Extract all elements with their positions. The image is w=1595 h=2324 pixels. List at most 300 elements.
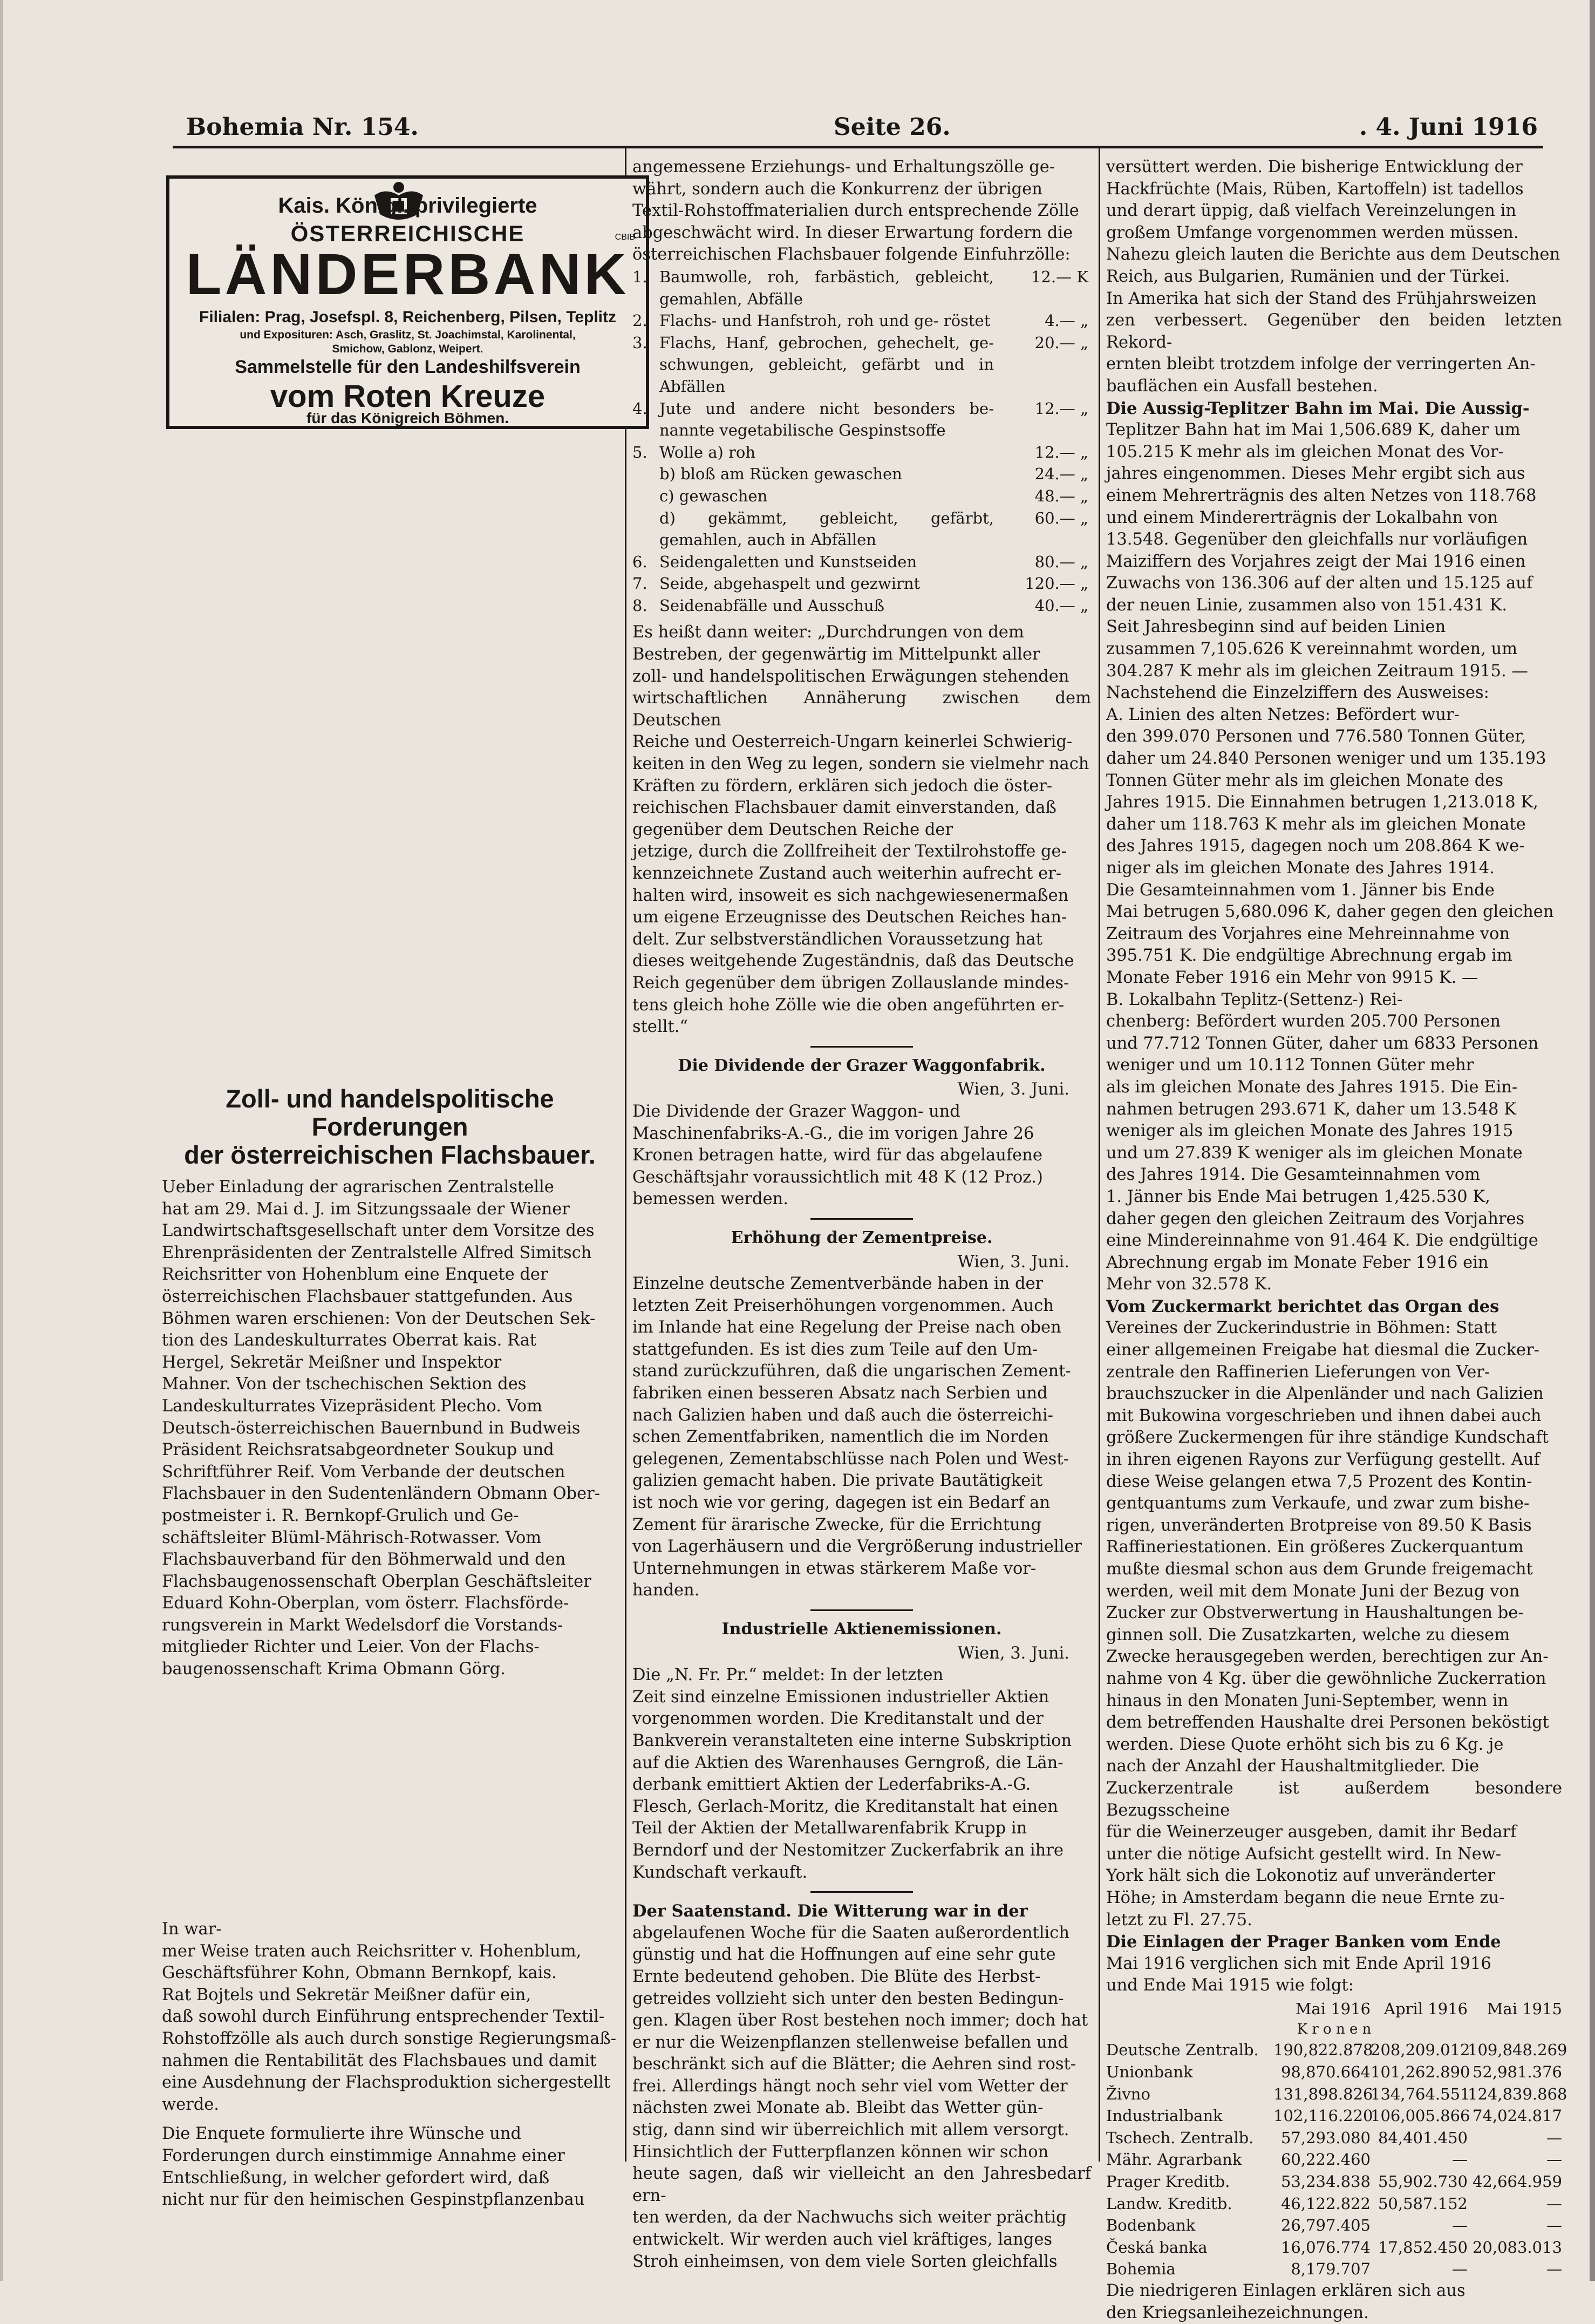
tariff-statement-line: Kräften zu fördern, erklären sich jedoch die öster-	[632, 776, 1053, 796]
paragraph-einlagen	[1106, 1931, 1562, 1997]
aussig-line: A. Linien des alten Netzes: Befördert wur-	[1106, 705, 1460, 724]
bank-may15: 124,839.868	[1468, 2084, 1567, 2103]
enquete-line: Landwirtschaftsgesellschaft unter dem Vorsitze des	[162, 1221, 595, 1241]
tariff-statement-line: halten wird, insoweit es sich nachgewiesenermaßen	[632, 886, 1069, 905]
paragraph-aktien	[632, 1664, 1091, 1884]
column-1-bottom	[162, 1919, 618, 2211]
bank-name: Mähr. Agrarbank	[1106, 2150, 1242, 2169]
separator	[810, 1609, 913, 1611]
bank-apr16: —	[1452, 2216, 1468, 2235]
tariff-number: 2.	[632, 311, 647, 330]
heading-aktien: Industrielle Aktienemissionen.	[721, 1620, 1002, 1639]
bank-table-header	[1106, 1998, 1562, 2020]
tariff-statement-line: dieses weitgehende Zugeständnis, daß das Deutsche	[632, 952, 1074, 971]
zement-line: galizien gemacht haben. Die private Bautätigkeit	[632, 1471, 1043, 1491]
aussig-line: Jahres 1915. Die Einnahmen betrugen 1,213.018 K,	[1106, 793, 1538, 812]
aktien-line: Die „N. Fr. Pr.“ meldet: In der letzten	[632, 1666, 944, 1685]
hackfruechte-line: Nahezu gleich lauten die Berichte aus dem Deutschen	[1106, 245, 1560, 264]
bank-may16: 8,179.707	[1291, 2260, 1371, 2279]
tariff-statement-line: delt. Zur selbstverständlichen Voraussetzung hat	[632, 929, 1042, 949]
header-date: . 4. Juni 1916	[1359, 113, 1538, 141]
tariff-number: 4.	[632, 399, 647, 418]
tariff-number: 6.	[632, 552, 647, 571]
tariff-value: 12.— „	[1034, 443, 1088, 461]
tariff-row	[632, 595, 1091, 617]
tariff-statement-line: gegenüber dem Deutschen Reiche der	[632, 820, 953, 839]
tariff-row	[632, 507, 1091, 551]
zucker-line: ginnen soll. Die Zusatzkarten, welche zu diesem	[1106, 1625, 1510, 1645]
hackfruechte-line: ernten bleibt trotzdem infolge der verringerten An-	[1106, 355, 1536, 374]
saatenstand-line: Ernte bedeutend gehoben. Die Blüte des Herbst-	[632, 1967, 1041, 1986]
bank-name: Prager Kreditb.	[1106, 2172, 1230, 2191]
tariff-statement-line: Reiche und Oesterreich-Ungarn keinerlei Schwierig-	[632, 732, 1073, 752]
hackfruechte-line: Reich, aus Bulgarien, Rumänien und der Türkei.	[1106, 267, 1510, 286]
aktien-line: Flesch, Gerlach-Moritz, die Kreditanstalt hat einen	[632, 1797, 1058, 1816]
einlagen-line: Mai 1916 verglichen sich mit Ende April 1916	[1106, 1954, 1491, 1973]
tariff-intro-line: Textil-Rohstoffmaterialien durch entsprechende Zölle	[632, 201, 1079, 221]
aussig-line: Zuwachs von 136.306 auf der alten und 15.125 auf	[1106, 574, 1533, 593]
dividende-line: Maschinenfabriks-A.-G., die im vorigen Jahre 26	[632, 1124, 1034, 1143]
bank-may15: 52,981.376	[1472, 2063, 1562, 2082]
column-3	[1106, 157, 1567, 2324]
tariff-value: 24.— „	[1034, 465, 1088, 484]
aussig-line: Nachstehend die Einzelziffern des Ausweises:	[1106, 683, 1489, 703]
paragraph-kriegsanleihe	[1106, 2280, 1562, 2324]
bank-name: Landw. Kreditb.	[1106, 2194, 1232, 2213]
tariff-item: d) gekämmt, gebleicht, gefärbt, gemahlen, auch in Abfällen	[659, 508, 994, 549]
zucker-line: gentquantums zum Verkaufe, und zwar zum bishe-	[1106, 1494, 1530, 1513]
bank-row	[1106, 2039, 1567, 2061]
paragraph-saatenstand	[632, 1900, 1091, 2273]
speakers-line: In war-	[162, 1920, 222, 1939]
enquete-line: baugenossenschaft Krima Obmann Görg.	[162, 1660, 506, 1679]
aussig-line: Zeitraum des Vorjahres eine Mehreinnahme von	[1106, 924, 1510, 943]
paragraph-zuckermarkt	[1106, 1296, 1562, 1931]
tariff-intro-line: österreichischen Flachsbauer folgende Einfuhrzölle:	[632, 245, 1071, 264]
aussig-line: Die Gesamteinnahmen vom 1. Jänner bis Ende	[1106, 880, 1495, 900]
bank-apr16: 134,764.551	[1371, 2084, 1470, 2103]
zement-line: ist noch wie vor gering, dagegen ist ein Bedarf an	[632, 1493, 1050, 1513]
bank-may15: 74,024.817	[1472, 2106, 1562, 2125]
column-rule-2	[1099, 148, 1100, 2162]
enquete-line: hat am 29. Mai d. J. im Sitzungssaale der Wiener	[162, 1199, 570, 1219]
aussig-line: einem Mehrerträgnis des alten Netzes von 118.768	[1106, 486, 1537, 505]
aktien-line: auf die Aktien des Warenhauses Gerngroß, die Län-	[632, 1753, 1064, 1772]
bank-row	[1106, 2193, 1562, 2215]
zucker-line: Zucker zur Obstverwertung in Haushaltungen be-	[1106, 1603, 1524, 1623]
aussig-line: 13.548. Gegenüber den gleichfalls nur vorläufigen	[1106, 530, 1528, 549]
bank-may16: 102,116.220	[1273, 2106, 1373, 2125]
paragraph-tariff-intro	[632, 157, 1091, 266]
dividende-line: bemessen werden.	[632, 1190, 788, 1209]
zement-line: fabriken einen besseren Absatz nach Serbien und	[632, 1384, 1048, 1403]
tariff-row	[632, 332, 1091, 398]
bank-may16: 26,797.405	[1280, 2216, 1371, 2235]
bank-may16: 57,293.080	[1280, 2128, 1371, 2147]
tariff-number	[632, 463, 659, 485]
tariff-value: 48.— „	[1034, 486, 1088, 505]
page-edge-left	[0, 0, 3, 2281]
tariff-table	[632, 266, 1091, 617]
aussig-line: und einem Mindererträgnis der Lokalbahn von	[1106, 508, 1498, 527]
bank-may15: —	[1546, 2260, 1562, 2279]
enquete-line: tion des Landeskulturrates Oberrat kais. Rat	[162, 1331, 537, 1350]
enquete-line: postmeister i. R. Bernkopf-Grulich und Ge-	[162, 1506, 519, 1525]
bank-may15: —	[1546, 2194, 1562, 2213]
bank-apr16: 208,209.012	[1371, 2041, 1470, 2060]
zucker-line: Höhe; in Amsterdam begann die neue Ernte zu-	[1106, 1888, 1505, 1907]
tariff-number: 1.	[632, 267, 647, 286]
enquete-line: österreichischen Flachsbauer stattgefunden. Aus	[162, 1287, 573, 1306]
dividende-line: Kronen betragen hatte, wird für das abgelaufene	[632, 1146, 1042, 1165]
paragraph-dividende	[632, 1101, 1091, 1211]
paragraph-aussig-teplitzer-bahn	[1106, 398, 1562, 1296]
tariff-statement-line: tens gleich hohe Zölle wie die oben angeführten er-	[632, 995, 1065, 1015]
ad-line-2-small: CBIB	[615, 233, 635, 242]
paragraph-speakers	[162, 1919, 618, 2116]
tariff-value: 120.— „	[1025, 574, 1088, 593]
bank-row	[1106, 2237, 1562, 2259]
dateline-aktien: Wien, 3. Juni.	[957, 1643, 1069, 1663]
tariff-row	[632, 398, 1091, 441]
heading-dividende: Die Dividende der Grazer Waggonfabrik.	[678, 1056, 1046, 1075]
bank-may16: 190,822.878	[1273, 2041, 1373, 2060]
aussig-line: daher gegen den gleichen Zeitraum des Vorjahres	[1106, 1209, 1525, 1228]
bank-name: Česká banka	[1106, 2238, 1208, 2257]
ad-line-4: Filialen: Prag, Josefspl. 8, Reichenberg, Pilsen, Teplitz	[199, 308, 616, 326]
zucker-line: letzt zu Fl. 27.75.	[1106, 1910, 1252, 1929]
zucker-line: werden. Diese Quote erhöht sich bis zu 6 Kg. je	[1106, 1735, 1504, 1754]
saatenstand-line: abgelaufenen Woche für die Saaten außerordentlich	[632, 1923, 1069, 1942]
hackfruechte-line: In Amerika hat sich der Stand des Frühjahrsweizen	[1106, 289, 1537, 308]
enquete-line: mitglieder Richter und Leier. Von der Flachs-	[162, 1637, 540, 1657]
article-title-line-2: der österreichischen Flachsbauer.	[184, 1140, 596, 1169]
zement-line: Zement für ärarische Zwecke, für die Errichtung	[632, 1515, 1041, 1534]
header-rule	[173, 146, 1543, 148]
tariff-statement-line: Es heißt dann weiter: „Durchdrungen von dem	[632, 623, 1024, 642]
enquete-line: Präsident Reichsratsabgeordneter Soukup und	[162, 1440, 554, 1460]
saatenstand-line: stig, dann sind wir überreichlich mit allem versorgt.	[632, 2121, 1069, 2140]
zucker-line: einer allgemeinen Freigabe hat diesmal die Zucker-	[1106, 1341, 1539, 1360]
aussig-line: der neuen Linie, zusammen also von 151.431 K.	[1106, 595, 1508, 615]
column-2	[632, 157, 1091, 2273]
enquete-line: Hergel, Sekretär Meißner und Inspektor	[162, 1353, 502, 1372]
paragraph-resolution	[162, 2123, 618, 2211]
tariff-item: Seide, abgehaspelt und gezwirnt	[659, 574, 921, 593]
aussig-line: B. Lokalbahn Teplitz-(Settenz-) Rei-	[1106, 990, 1403, 1009]
saatenstand-line: er nur die Weizenpflanzen stellenweise befallen und	[632, 2033, 1068, 2052]
zement-line: nach Galizien haben und daß auch die österreichi-	[632, 1405, 1053, 1425]
ad-line-2: ÖSTERREICHISCHE	[290, 221, 525, 246]
tariff-value: 12.— K	[1031, 267, 1088, 286]
column-1	[162, 1085, 618, 1681]
zement-line: stand zurückzuführen, daß die ungarischen Zement-	[632, 1362, 1071, 1381]
tariff-row	[632, 441, 1091, 464]
tariff-row	[632, 551, 1091, 573]
aussig-line: und um 27.839 K weniger als im gleichen Monate	[1106, 1143, 1523, 1163]
tariff-item: Seidengaletten und Kunstseiden	[659, 552, 917, 571]
zucker-line: Raffineriestationen. Ein größeres Zuckerquantum	[1106, 1538, 1524, 1557]
hackfruechte-line: bauflächen ein Ausfall bestehen.	[1106, 376, 1378, 396]
einlagen-line: und Ende Mai 1915 wie folgt:	[1106, 1976, 1354, 1995]
speakers-line: werde.	[162, 2095, 220, 2114]
tariff-number: 7.	[632, 574, 647, 593]
bank-table-unit: K r o n e n	[1297, 2021, 1372, 2038]
bank-apr16: —	[1452, 2260, 1468, 2279]
saatenstand-line: getreides vollzieht sich unter den besten Bedingun-	[632, 1989, 1064, 2008]
bank-row	[1106, 2061, 1562, 2083]
hackfruechte-line: versüttert werden. Die bisherige Entwicklung der	[1106, 158, 1523, 176]
tariff-statement-line: Bestreben, der gegenwärtig im Mittelpunkt aller	[632, 645, 1040, 664]
bank-may16: 46,122.822	[1280, 2194, 1371, 2213]
tariff-item: c) gewaschen	[659, 486, 768, 505]
zucker-line: diese Weise gelangen etwa 7,5 Prozent des Kontin-	[1106, 1472, 1532, 1491]
bank-apr16: 84,401.450	[1378, 2128, 1468, 2147]
bank-row	[1106, 2149, 1562, 2171]
bank-may16: 53,234.838	[1280, 2172, 1371, 2191]
paragraph-zement	[632, 1273, 1091, 1602]
bank-name: Bohemia	[1106, 2260, 1176, 2279]
bank-name: Deutsche Zentralb.	[1106, 2041, 1259, 2060]
bank-may16: 131,898.826	[1273, 2084, 1373, 2103]
zement-line: Unternehmungen in etwas stärkerem Maße vor-	[632, 1559, 1037, 1578]
aussig-line: Die Aussig-Teplitzer Bahn im Mai. Die Aussig-	[1106, 398, 1530, 418]
paragraph-tariff-statement	[632, 622, 1091, 1038]
tariff-item: Baumwolle, roh, farbästich, gebleicht, gemahlen, Abfälle	[659, 267, 994, 308]
enquete-line: Ueber Einladung der agrarischen Zentralstelle	[162, 1178, 554, 1197]
tariff-row	[632, 310, 1091, 332]
aussig-line: jahres eingenommen. Dieses Mehr ergibt sich aus	[1106, 464, 1525, 484]
enquete-line: Landeskulturrates Vizepräsident Plecho. Vom	[162, 1396, 543, 1416]
aussig-line: 395.751 K. Die endgültige Abrechnung ergab im	[1106, 946, 1512, 966]
einlagen-line: Die Einlagen der Prager Banken vom Ende	[1106, 1932, 1501, 1952]
resolution-line: nicht nur für den heimischen Gespinstpflanzenbau	[162, 2190, 585, 2210]
kriegsanleihe-line: den Kriegsanleihezeichnungen.	[1106, 2303, 1369, 2322]
tariff-item: Jute und andere nicht besonders be- nannte vegetabilische Gespinstsoffe	[659, 399, 994, 440]
aktien-line: Zeit sind einzelne Emissionen industrieller Aktien	[632, 1687, 1049, 1707]
dateline-dividende: Wien, 3. Juni.	[957, 1080, 1069, 1099]
zement-line: stattgefunden. Es ist dies zum Teile auf den Um-	[632, 1340, 1038, 1359]
aussig-line: als im gleichen Monate des Jahres 1915. Die Ein-	[1106, 1077, 1518, 1097]
aussig-line: nahmen betrugen 293.671 K, daher um 13.548 K	[1106, 1099, 1516, 1119]
bank-header-may15: Mai 1915	[1487, 1999, 1562, 2018]
aktien-line: Berndorf und der Nestomitzer Zuckerfabrik an ihre	[632, 1840, 1064, 1860]
aussig-line: eine Mindereinnahme von 91.464 K. Die endgültige	[1106, 1231, 1538, 1251]
tariff-value: 20.— „	[1034, 333, 1088, 352]
enquete-line: Mahner. Von der tschechischen Sektion des	[162, 1375, 527, 1394]
bank-may15: —	[1546, 2128, 1562, 2147]
ad-line-9: für das Königreich Böhmen.	[306, 410, 509, 426]
tariff-number: 8.	[632, 596, 647, 615]
tariff-item: b) bloß am Rücken gewaschen	[659, 465, 902, 484]
speakers-line: mer Weise traten auch Reichsritter v. Hohenblum,	[162, 1941, 582, 1961]
resolution-line: Die Enquete formulierte ihre Wünsche und	[162, 2124, 522, 2144]
aussig-line: Mehr von 32.578 K.	[1106, 1275, 1272, 1294]
bank-header-apr16: April 1916	[1384, 1999, 1468, 2018]
speakers-line: nahmen die Rentabilität des Flachsbaues und damit	[162, 2051, 597, 2070]
separator	[810, 1218, 913, 1220]
bank-may16: 98,870.664	[1280, 2063, 1371, 2082]
ad-line-1: Kais. Königl. privilegierte	[278, 194, 537, 218]
saatenstand-line: nächsten zwei Monate ab. Bleibt das Wetter gün-	[632, 2098, 1044, 2118]
tariff-item: Flachs, Hanf, gebrochen, gehechelt, ge- schwungen, gebleicht, gefärbt und in Abfällen	[659, 333, 994, 396]
tariff-item: Seidenabfälle und Ausschuß	[659, 596, 885, 615]
article-title-line-1: Zoll- und handelspolitische Forderungen	[226, 1084, 554, 1141]
zucker-line: in ihren eigenen Rayons zur Verfügung gestellt. Auf	[1106, 1450, 1540, 1470]
zucker-line: hinaus in den Monaten Juni-September, wenn in	[1106, 1691, 1509, 1710]
page-edge-right	[1590, 0, 1595, 2281]
saatenstand-line: frei. Allerdings hängt noch sehr viel vom Wetter der	[632, 2076, 1068, 2096]
kriegsanleihe-line: Die niedrigeren Einlagen erklären sich aus	[1106, 2281, 1466, 2300]
bank-may16: 16,076.774	[1280, 2238, 1371, 2257]
bank-row	[1106, 2127, 1562, 2149]
enquete-line: Deutsch-österreichischen Bauernbund in Budweis	[162, 1418, 581, 1438]
tariff-intro-line: angemessene Erziehungs- und Erhaltungszölle ge-	[632, 158, 1055, 176]
tariff-item: Wolle a) roh	[659, 443, 756, 461]
saatenstand-line: entwickelt. Wir werden auch viel kräftiges, langes	[632, 2230, 1053, 2250]
zucker-line: brauchszucker in die Alpenländer und nach Galizien	[1106, 1384, 1544, 1404]
zucker-line: dem betreffenden Haushalte drei Personen beköstigt	[1106, 1713, 1549, 1732]
aussig-line: den 399.070 Personen und 776.580 Tonnen Güter,	[1106, 727, 1526, 746]
resolution-line: Entschließung, in welcher gefordert wird, daß	[162, 2168, 550, 2187]
tariff-number: 3.	[632, 333, 647, 352]
bank-apr16: 17,852.450	[1378, 2238, 1468, 2257]
dateline-zement: Wien, 3. Juni.	[957, 1252, 1069, 1272]
zucker-line: rigen, unveränderten Brotpreise von 89.50 K Basis	[1106, 1516, 1532, 1535]
bank-may15: 109,848.269	[1468, 2041, 1567, 2060]
zement-line: letzten Zeit Preiserhöhungen vorgenommen. Auch	[632, 1296, 1054, 1315]
zucker-line: Vereines der Zuckerindustrie in Böhmen: Statt	[1106, 1319, 1497, 1338]
bank-may15: 20,083.013	[1472, 2238, 1562, 2257]
tariff-value: 12.— „	[1034, 399, 1088, 418]
column-rule-1	[625, 148, 626, 2162]
enquete-line: Eduard Kohn-Oberplan, vom österr. Flachsförde-	[162, 1594, 569, 1613]
zucker-line: York hält sich die Lokonotiz auf unveränderter	[1106, 1866, 1496, 1886]
bank-row	[1106, 2105, 1562, 2127]
saatenstand-line: Stroh einheimsen, von dem viele Sorten gleichfalls	[632, 2252, 1058, 2271]
zement-line: von Lagerhäusern und die Vergrößerung industrieller	[632, 1537, 1082, 1557]
bank-row	[1106, 2214, 1562, 2237]
saatenstand-line: Der Saatenstand. Die Witterung war in der	[632, 1901, 1028, 1921]
header-page-number: Seite 26.	[834, 113, 951, 141]
tariff-statement-line: um eigene Erzeugnisse des Deutschen Reiches han-	[632, 908, 1067, 927]
bank-may15: —	[1546, 2216, 1562, 2235]
zement-line: handen.	[632, 1581, 700, 1600]
saatenstand-line: günstig und hat die Hoffnungen auf eine sehr gute	[632, 1945, 1056, 1965]
zucker-line: Zwecke herausgegeben werden, berechtigen zur An-	[1106, 1647, 1549, 1667]
speakers-line: Rohstoffzölle als auch durch sonstige Regierungsmaß-	[162, 2029, 617, 2048]
aussig-line: Seit Jahresbeginn sind auf beiden Linien	[1106, 617, 1446, 637]
aussig-line: Monate Feber 1916 ein Mehr von 9915 K. —	[1106, 968, 1478, 987]
ad-line-5: und Exposituren: Asch, Graslitz, St. Joachimstal, Karolinental,	[240, 329, 576, 341]
bank-apr16: 50,587.152	[1378, 2194, 1468, 2213]
aussig-line: und 77.712 Tonnen Güter, daher um 6833 Personen	[1106, 1034, 1539, 1053]
zucker-line: unter die nötige Aufsicht gestellt wird. In New-	[1106, 1844, 1502, 1864]
aussig-line: 304.287 K mehr als im gleichen Zeitraum 1915. —	[1106, 661, 1528, 681]
zement-line: schen Zementfabriken, namentlich die im Norden	[632, 1428, 1049, 1447]
hackfruechte-line: und derart üppig, daß vielfach Vereinzelungen in	[1106, 201, 1516, 221]
paragraph-enquete	[162, 1177, 618, 1681]
tariff-statement-line: reichischen Flachsbauer damit einverstanden, daß	[632, 798, 1056, 818]
aussig-line: daher um 24.840 Personen weniger und um 135.193	[1106, 749, 1546, 769]
zement-line: gelegenen, Zementabschlüsse nach Polen und West-	[632, 1449, 1069, 1469]
tariff-number	[632, 485, 659, 507]
bank-may15: 42,664.959	[1472, 2172, 1562, 2191]
zucker-line: mit Bukowina vorgeschrieben und ihnen dabei auch	[1106, 1406, 1542, 1425]
speakers-line: Rat Bojtels und Sekretär Meißner dafür ein,	[162, 1985, 531, 2004]
aussig-line: Maiziffern des Vorjahres zeigt der Mai 1916 einen	[1106, 552, 1526, 571]
bank-name: Živno	[1106, 2084, 1150, 2103]
bank-header-may16: Mai 1916	[1295, 1999, 1371, 2018]
bank-name: Bodenbank	[1106, 2216, 1196, 2235]
aussig-line: chenberg: Befördert wurden 205.700 Personen	[1106, 1012, 1501, 1031]
enquete-line: Flachsbaugenossenschaft Oberplan Geschäftsleiter	[162, 1572, 591, 1591]
bank-row	[1106, 2171, 1562, 2193]
aussig-line: weniger als im gleichen Monate des Jahres 1915	[1106, 1122, 1514, 1141]
bank-row	[1106, 2258, 1562, 2280]
ad-line-6: Smichow, Gablonz, Weipert.	[332, 343, 483, 355]
enquete-line: rungsverein in Markt Wedelsdorf die Vorstands-	[162, 1615, 563, 1635]
tariff-row	[632, 463, 1091, 485]
enquete-line: schäftsleiter Blüml-Mährisch-Rotwasser. Vom	[162, 1528, 542, 1547]
aussig-line: 105.215 K mehr als im gleichen Monat des Vor-	[1106, 442, 1504, 461]
zucker-line: nach der Anzahl der Haushaltmitglieder. Die	[1106, 1757, 1480, 1776]
hackfruechte-line: zen verbessert. Gegenüber den beiden letzten Rekord-	[1106, 311, 1562, 352]
saatenstand-line: heute sagen, daß wir vielleicht an den Jahresbedarf ern-	[632, 2164, 1091, 2205]
bank-name: Tschech. Zentralb.	[1106, 2128, 1254, 2147]
heading-zement: Erhöhung der Zementpreise.	[731, 1228, 993, 1247]
zucker-line: für die Weinerzeuger ausgeben, damit ihr Bedarf	[1106, 1823, 1517, 1842]
tariff-statement-line: stellt.“	[632, 1017, 689, 1037]
enquete-line: Ehrenpräsidenten der Zentralstelle Alfred Simitsch	[162, 1243, 592, 1262]
saatenstand-line: beschränkt sich auf die Blätter; die Aehren sind rost-	[632, 2055, 1076, 2074]
speakers-line: daß sowohl durch Einführung entsprechender Textil-	[162, 2007, 605, 2027]
aktien-line: Bankverein veranstalteten eine interne Subskription	[632, 1731, 1072, 1750]
zucker-line: Zuckerzentrale ist außerdem besondere Bezugsscheine	[1106, 1778, 1562, 1820]
zement-line: Einzelne deutsche Zementverbände haben in der	[632, 1274, 1044, 1294]
ad-line-3: LÄNDERBANK	[186, 241, 630, 307]
header-publication: Bohemia Nr. 154.	[186, 113, 419, 141]
tariff-row	[632, 266, 1091, 310]
zement-line: im Inlande hat eine Regelung der Preise nach oben	[632, 1318, 1061, 1337]
enquete-line: Reichsritter von Hohenblum eine Enquete der	[162, 1265, 548, 1285]
speakers-line: Geschäftsführer Kohn, Obmann Bernkopf, kais.	[162, 1963, 557, 1983]
tariff-intro-line: abgeschwächt wird. In dieser Erwartung fordern die	[632, 223, 1073, 242]
zucker-line: größere Zuckermengen für ihre ständige Kundschaft	[1106, 1428, 1549, 1448]
speakers-line: eine Ausdehnung der Flachsproduktion sichergestellt	[162, 2073, 611, 2092]
tariff-statement-line: Reich gegenüber dem übrigen Zollauslande mindes-	[632, 973, 1069, 993]
ad-line-7: Sammelstelle für den Landeshilfsverein	[235, 357, 581, 377]
bank-apr16: 106,005.866	[1371, 2106, 1470, 2125]
aktien-line: Teil der Aktien der Metallwarenfabrik Krupp in	[632, 1819, 1027, 1838]
tariff-statement-line: jetzige, durch die Zollfreiheit der Textilrohstoffe ge-	[632, 842, 1067, 861]
ad-line-8: vom Roten Kreuze	[270, 379, 546, 414]
resolution-line: Forderungen durch einstimmige Annahme einer	[162, 2146, 565, 2165]
bank-may15: —	[1546, 2150, 1562, 2169]
tariff-statement-line: kennzeichnete Zustand auch weiterhin aufrecht er-	[632, 864, 1062, 883]
aussig-line: zusammen 7,105.626 K vereinnahmt worden, um	[1106, 640, 1518, 659]
aussig-line: Abrechnung ergab im Monate Feber 1916 ein	[1106, 1253, 1489, 1272]
tariff-value: 4.— „	[1045, 311, 1088, 330]
enquete-line: Böhmen waren erschienen: Von der Deutschen Sek-	[162, 1309, 596, 1328]
tariff-item: Flachs- und Hanfstroh, roh und ge- röstet	[659, 311, 991, 330]
zucker-line: mußte diesmal schon aus dem Grunde freigemacht	[1106, 1560, 1533, 1579]
bank-row	[1106, 2083, 1567, 2105]
zucker-line: zentrale den Raffinerien Lieferungen von Ver-	[1106, 1362, 1490, 1382]
aussig-line: Tonnen Güter mehr als im gleichen Monate des	[1106, 771, 1503, 790]
enquete-line: Flachsbauverband für den Böhmerwald und den	[162, 1550, 566, 1569]
tariff-number: 5.	[632, 443, 647, 461]
